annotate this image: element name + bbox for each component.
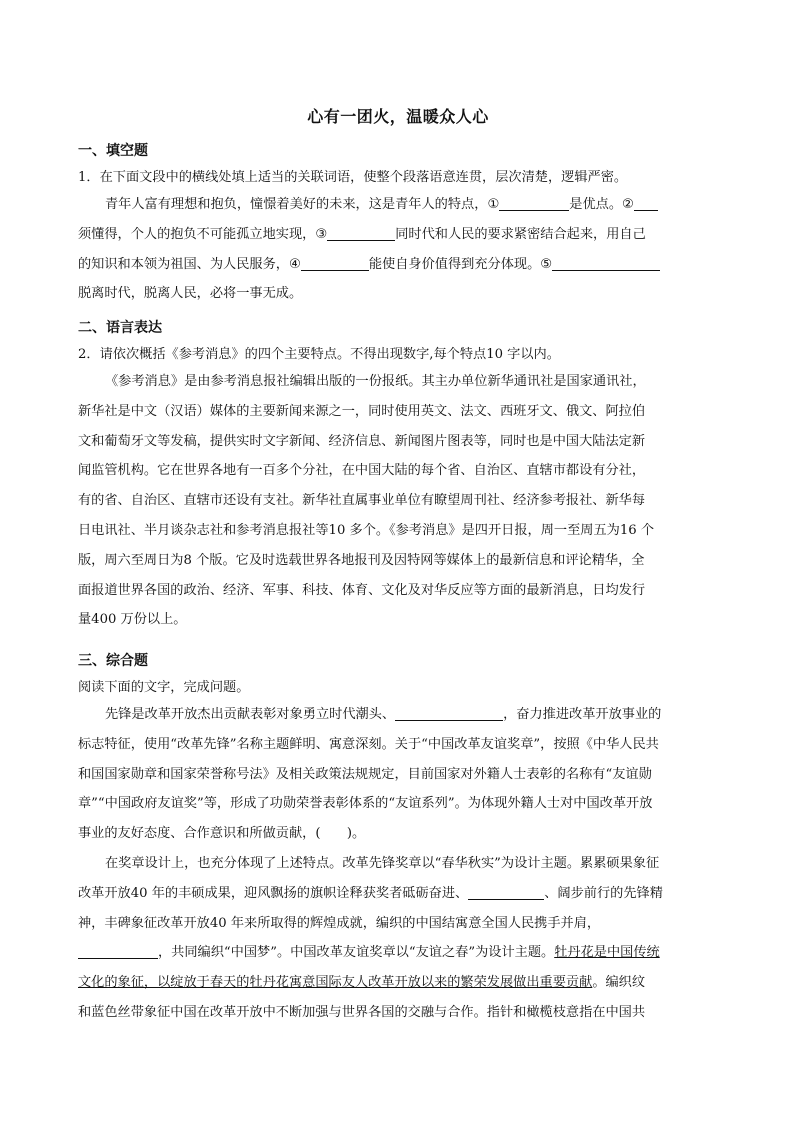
question-1-prompt xyxy=(78,166,627,185)
question-1-text: 1．在下面文段中的横线处填上适当的关联词语，使整个段落语意连贯，层次清楚，逻辑严密。 xyxy=(78,170,628,185)
passage-line: 神，丰碑象征改革开放40 年来所取得的辉煌成就，编织的中国结寓意全国人民携手并肩， xyxy=(78,915,601,931)
passage-line: 文化的象征，以绽放于春天的牡丹花寓意国际友人改革开放以来的繁荣发展做出重要贡献。编织纹 xyxy=(78,975,646,991)
passage-line: 量400 万份以上。 xyxy=(78,612,187,628)
passage-line: 事业的友好态度、合作意识和所做贡献，( )。 xyxy=(78,826,366,842)
passage-line: 版，周六至周日为8 个版。它及时选载世界各地报刊及因特网等媒体上的最新信息和评论精华，全 xyxy=(78,552,645,568)
passage-line: 标志特征，使用“改革先锋”名称主题鲜明、寓意深刻。关于“中国改革友谊奖章”，按照《中华人民共 xyxy=(78,736,659,752)
marker-5: ⑤ xyxy=(540,256,553,272)
passage-line: 的知识和本领为祖国、为人民服务，④ 能使自身价值得到充分体现。⑤ xyxy=(78,250,718,280)
passage-line: 新华社是中文（汉语）媒体的主要新闻来源之一，同时使用英文、法文、西班牙文、俄文、阿拉伯 xyxy=(78,403,646,419)
passage-line: 文和葡萄牙文等发稿，提供实时文字新闻、经济信息、新闻图片图表等，同时也是中国大陆法定新 xyxy=(78,433,646,449)
question-3-passage xyxy=(78,700,718,1028)
passage-line: ，共同编织“中国梦”。中国改革友谊奖章以“友谊之春”为设计主题。牡丹花是中国传统 xyxy=(78,938,718,968)
marker-3: ③ xyxy=(315,226,328,242)
passage-line: 青年人富有理想和抱负，憧憬着美好的未来，这是青年人的特点，① 是优点。② xyxy=(78,190,718,220)
blank-4[interactable] xyxy=(301,254,369,271)
blank-2[interactable] xyxy=(634,194,658,211)
question-1-passage xyxy=(78,190,718,309)
blank-6[interactable] xyxy=(395,704,503,721)
marker-2: ② xyxy=(622,197,634,212)
section-heading-language: 二、语言表达 xyxy=(78,320,162,336)
passage-line: 须懂得，个人的抱负不可能孤立地实现，③ 同时代和人民的要求紧密结合起来，用自己 xyxy=(78,220,718,250)
passage-line: 脱离时代，脱离人民，必将一事无成。 xyxy=(78,286,303,302)
question-2-prompt xyxy=(78,343,560,362)
passage-line: 面报道世界各国的政治、经济、军事、科技、体育、文化及对华反应等方面的最新消息，日均发行 xyxy=(78,582,646,598)
question-2-text: 2．请依次概括《参考消息》的四个主要特点。不得出现数字,每个特点10 字以内。 xyxy=(78,347,560,362)
passage-line: 先锋是改革开放杰出贡献表彰对象勇立时代潮头、 ，奋力推进改革开放事业的 xyxy=(78,700,718,730)
passage-line: 日电讯社、半月谈杂志社和参考消息报社等10 多个。《参考消息》是四开日报，周一至周五为16 个 xyxy=(78,522,655,538)
blank-1[interactable] xyxy=(499,194,569,211)
passage-line: 有的省、自治区、直辖市还设有支社。新华社直属事业单位有瞭望周刊社、经济参考报社、新华每 xyxy=(78,493,646,509)
passage-line: 闻监管机构。它在世界各地有一百多个分社，在中国大陆的每个省、自治区、直辖市都设有分社， xyxy=(78,463,646,479)
blank-7[interactable] xyxy=(468,883,544,900)
underlined-sentence: 文化的象征，以绽放于春天的牡丹花寓意国际友人改革开放以来的繁荣发展做出重要贡献 xyxy=(78,975,593,991)
question-3-intro xyxy=(78,676,249,695)
page-title: 心有一团火，温暖众人心 xyxy=(307,107,489,126)
marker-1: ① xyxy=(487,197,500,212)
question-3-text: 阅读下面的文字，完成问题。 xyxy=(78,680,250,695)
section-heading-fill-blank: 一、填空题 xyxy=(78,143,148,159)
blank-8[interactable] xyxy=(78,942,158,959)
blank-5[interactable] xyxy=(552,254,660,271)
passage-line: 改革开放40 年的丰硕成果，迎风飘扬的旗帜诠释获奖者砥砺奋进、 、阔步前行的先锋精 xyxy=(78,879,718,909)
passage-line: 和国国家勋章和国家荣誉称号法》及相关政策法规规定，目前国家对外籍人士表彰的名称有“友谊勋 xyxy=(78,766,652,782)
passage-line: 和蓝色丝带象征中国在改革开放中不断加强与世界各国的交融与合作。指针和橄榄枝意指在中国共 xyxy=(78,1004,646,1020)
marker-4: ④ xyxy=(289,256,301,272)
passage-line: 章”“中国政府友谊奖”等，形成了功勋荣誉表彰体系的“友谊系列”。为体现外籍人士对中国改革开放 xyxy=(78,796,653,812)
passage-line: 《参考消息》是由参考消息报社编辑出版的一份报纸。其主办单位新华通讯社是国家通讯社， xyxy=(105,374,646,389)
section-heading-comprehensive: 三、综合题 xyxy=(78,653,148,669)
passage-line: 在奖章设计上，也充分体现了上述特点。改革先锋奖章以“春华秋实”为设计主题。累累硕果象征 xyxy=(105,855,660,871)
underlined-sentence: 牡丹花是中国传统 xyxy=(554,945,660,961)
blank-3[interactable] xyxy=(327,224,395,241)
question-2-passage xyxy=(78,367,718,635)
